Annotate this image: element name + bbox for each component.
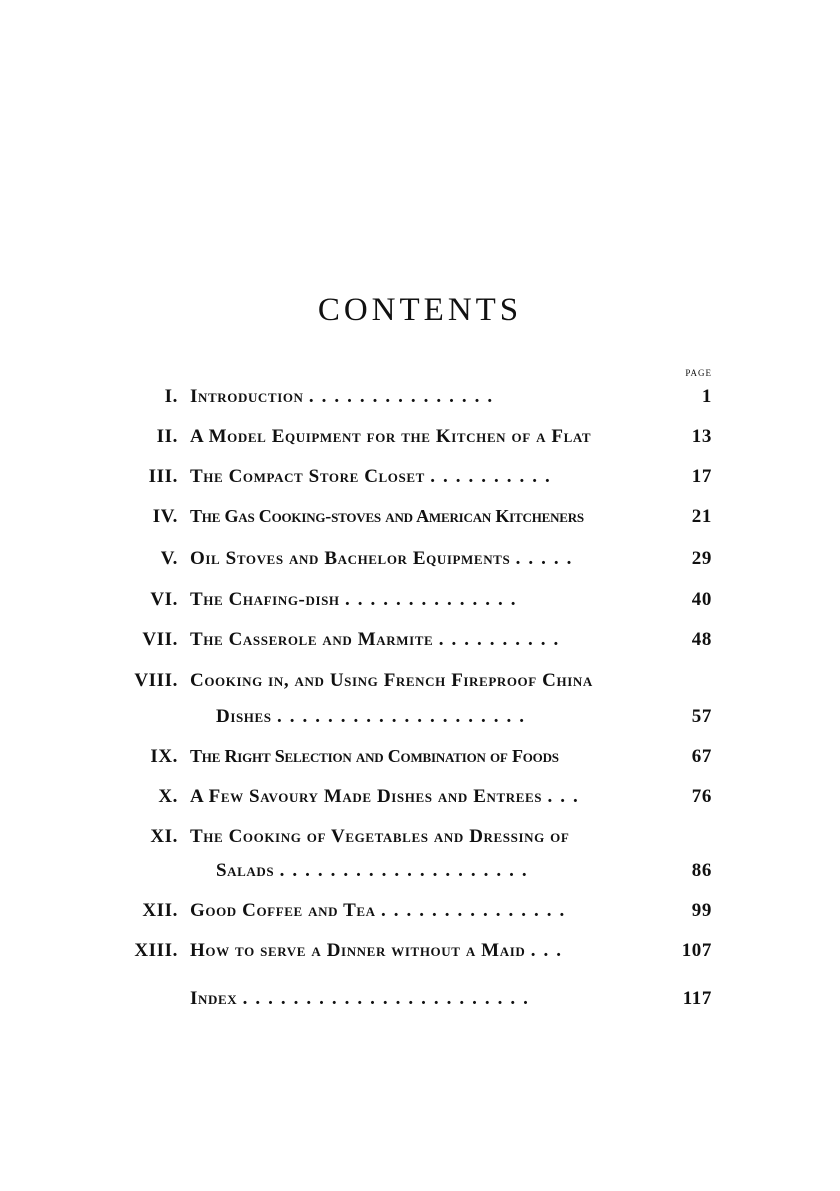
page-number: 67 [691, 746, 712, 767]
chapter-title: A Few Savoury Made Dishes and Entrees [190, 786, 543, 807]
chapter-number: X. [158, 786, 178, 807]
toc-entry-index: Index ....................... 117 [190, 988, 712, 1009]
chapter-title: The Casserole and Marmite [190, 629, 434, 650]
page-number: 17 [691, 466, 712, 487]
page-number: 57 [691, 706, 712, 727]
chapter-number: IX. [150, 746, 178, 767]
toc-entry-8-continuation: Dishes .................... 57 [216, 706, 712, 727]
toc-entry-11-continuation: Salads .................... 86 [216, 860, 712, 881]
chapter-title: Good Coffee and Tea [190, 900, 376, 921]
chapter-number: IV. [152, 506, 178, 527]
toc-entry-10: X. A Few Savoury Made Dishes and Entrees ... 76 [0, 786, 840, 816]
toc-entry-8 [0, 670, 840, 700]
toc-entry-11 [0, 826, 840, 856]
contents-title: CONTENTS [317, 292, 523, 328]
toc-entry-12: XII. Good Coffee and Tea ............... 99 [0, 900, 840, 930]
chapter-number: I. [164, 386, 178, 407]
chapter-number: VI. [150, 589, 178, 610]
page-column-heading: PAGE [685, 368, 712, 378]
page-number: 1 [701, 386, 712, 407]
toc-entry-3: III. The Compact Store Closet .......... 17 [0, 466, 840, 496]
toc-entry-5: V. Oil Stoves and Bachelor Equipments ..... 29 [0, 548, 840, 578]
chapter-number: XIII. [134, 940, 178, 961]
page-number: 40 [691, 589, 712, 610]
chapter-title: A Model Equipment for the Kitchen of a Flat [190, 426, 592, 447]
chapter-number: XII. [142, 900, 178, 921]
chapter-number: V. [160, 548, 178, 569]
chapter-title: Oil Stoves and Bachelor Equipments [190, 548, 511, 569]
chapter-title: How to serve a Dinner without a Maid [190, 940, 526, 961]
chapter-number: II. [156, 426, 178, 447]
toc-entry-4 [0, 506, 840, 536]
chapter-number: VII. [142, 629, 178, 650]
chapter-title-continuation: Salads [216, 860, 275, 881]
chapter-number: XI. [150, 826, 178, 847]
page-number: 29 [691, 548, 712, 569]
chapter-number: VIII. [134, 670, 178, 691]
toc-entry-7: VII. The Casserole and Marmite .......... 48 [0, 629, 840, 659]
chapter-title: The Cooking of Vegetables and Dressing of [190, 826, 570, 847]
chapter-title: Index [190, 988, 238, 1009]
page-number: 117 [682, 988, 712, 1009]
chapter-title: Introduction [190, 386, 304, 407]
chapter-title: The Chafing-dish [190, 589, 340, 610]
chapter-number: III. [148, 466, 178, 487]
toc-entry-13: XIII. How to serve a Dinner without a Maid ... 107 [0, 940, 840, 970]
page-number: 13 [691, 426, 712, 447]
chapter-title: The Right Selection and Combination of Foods [190, 746, 559, 766]
chapter-title: The Gas Cooking-stoves and American Kitcheners [190, 506, 584, 526]
toc-entry-9 [0, 746, 840, 776]
page-number: 48 [691, 629, 712, 650]
chapter-title-continuation: Dishes [216, 706, 272, 727]
toc-entry-6: VI. The Chafing-dish .............. 40 [0, 589, 840, 619]
page-number: 99 [691, 900, 712, 921]
chapter-title: The Compact Store Closet [190, 466, 425, 487]
page-number: 107 [681, 940, 712, 961]
toc-entry-1: I. Introduction ............... 1 [0, 386, 840, 416]
page-number: 21 [691, 506, 712, 527]
toc-entry-2 [0, 426, 840, 456]
page-number: 86 [691, 860, 712, 881]
page-number: 76 [691, 786, 712, 807]
chapter-title: Cooking in, and Using French Fireproof China [190, 670, 593, 691]
